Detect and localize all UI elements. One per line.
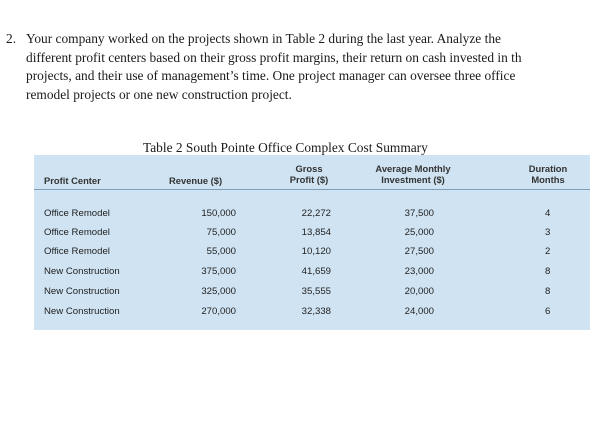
- cell-duration: 6: [545, 306, 551, 317]
- cell-investment: 25,000: [404, 227, 434, 238]
- header-duration: [516, 163, 580, 185]
- cell-investment: 20,000: [404, 286, 434, 297]
- cell-duration: 8: [545, 286, 551, 297]
- cell-duration: 8: [545, 266, 551, 277]
- header-gross-profit: [274, 163, 344, 185]
- problem-statement: [6, 30, 604, 104]
- cell-revenue: 375,000: [201, 266, 236, 277]
- cell-investment: 23,000: [404, 266, 434, 277]
- problem-number: 2.: [6, 31, 17, 46]
- cell-revenue: 55,000: [206, 246, 236, 257]
- cell-profit-center: Office Remodel: [44, 208, 110, 219]
- header-divider: [34, 189, 590, 190]
- cell-investment: 37,500: [404, 208, 434, 219]
- cell-profit-center: Office Remodel: [44, 227, 110, 238]
- problem-line: Your company worked on the projects shown in Table 2 during the last year. Analyze the: [26, 31, 501, 46]
- header-gross-profit-line1: Gross: [295, 163, 323, 174]
- problem-line: remodel projects or one new construction project.: [26, 86, 292, 102]
- problem-line: projects, and their use of management’s time. One project manager can oversee three office: [26, 68, 516, 84]
- cell-duration: 4: [545, 208, 551, 219]
- header-revenue: Revenue ($): [169, 175, 223, 186]
- cost-summary-table: [34, 155, 590, 330]
- header-duration-line2: Months: [531, 174, 565, 185]
- cell-investment: 24,000: [404, 306, 434, 317]
- header-avg-investment-line1: Average Monthly: [375, 163, 451, 174]
- header-avg-investment-line2: Investment ($): [381, 174, 445, 185]
- header-duration-line1: Duration: [528, 163, 568, 174]
- header-avg-investment: [358, 163, 468, 185]
- header-profit-center: Profit Center: [44, 175, 101, 186]
- cell-gross-profit: 35,555: [301, 286, 331, 297]
- table-title: Table 2 South Pointe Office Complex Cost Summary: [143, 140, 428, 155]
- header-gross-profit-line2: Profit ($): [289, 174, 329, 185]
- cell-gross-profit: 41,659: [301, 266, 331, 277]
- cell-profit-center: New Construction: [44, 266, 120, 277]
- cell-gross-profit: 32,338: [301, 306, 331, 317]
- cell-investment: 27,500: [404, 246, 434, 257]
- cell-duration: 3: [545, 227, 551, 238]
- cell-profit-center: New Construction: [44, 286, 120, 297]
- cell-gross-profit: 13,854: [301, 227, 331, 238]
- cell-revenue: 325,000: [201, 286, 236, 297]
- cell-gross-profit: 22,272: [301, 208, 331, 219]
- cell-duration: 2: [545, 246, 551, 257]
- cell-gross-profit: 10,120: [301, 246, 331, 257]
- cell-revenue: 270,000: [201, 306, 236, 317]
- cell-profit-center: Office Remodel: [44, 246, 110, 257]
- problem-line: different profit centers based on their gross profit margins, their return on cash invested in th: [26, 49, 522, 65]
- cell-profit-center: New Construction: [44, 306, 120, 317]
- cell-revenue: 150,000: [201, 208, 236, 219]
- cell-revenue: 75,000: [206, 227, 236, 238]
